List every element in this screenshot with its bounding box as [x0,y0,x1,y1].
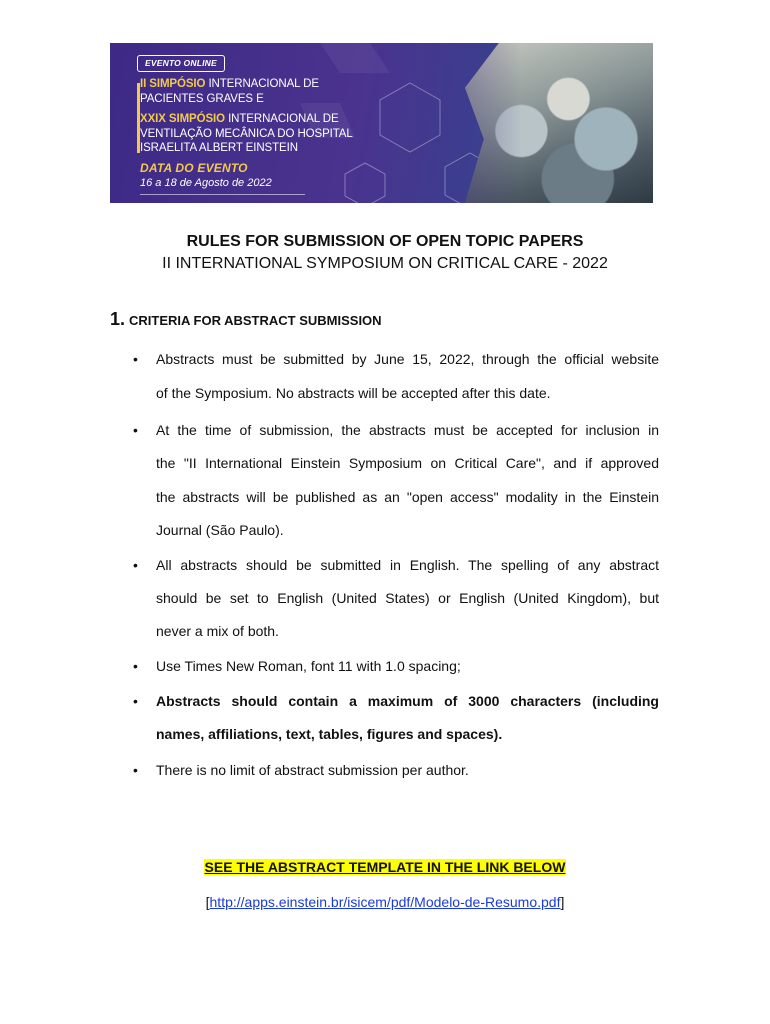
banner-line-1 [140,78,319,91]
bullet-dot: • [133,693,138,709]
section-heading [110,309,382,330]
banner-highlight-1: II SIMPÓSIO [140,78,206,90]
bullet-1-line-2: of the Symposium. No abstracts will be accepted after this date. [156,385,551,401]
bullet-dot: • [133,658,138,674]
section-title: CRITERIA FOR ABSTRACT SUBMISSION [129,313,382,328]
bullet-2-line-4: Journal (São Paulo). [156,522,284,538]
banner-line-1-rest: INTERNACIONAL DE [205,78,319,90]
bullet-5-line-2: names, affiliations, text, tables, figures and spaces). [156,726,503,742]
event-date-heading: DATA DO EVENTO [140,161,248,175]
banner-line-4: VENTILAÇÃO MECÂNICA DO HOSPITAL [140,128,353,140]
template-notice-text: SEE THE ABSTRACT TEMPLATE IN THE LINK BELOW [204,859,566,875]
event-date: 16 a 18 de Agosto de 2022 [140,177,272,189]
bullet-dot: • [133,762,138,778]
bullet-3-line-1: All abstracts should be submitted in English. The spelling of any abstract [156,557,659,573]
bullet-dot: • [133,557,138,573]
banner-line-5: ISRAELITA ALBERT EINSTEIN [140,142,298,154]
bullet-1-line-1: Abstracts must be submitted by June 15, 2022, through the official website [156,351,659,367]
bullet-5-line-1: Abstracts should contain a maximum of 3000 characters (including [156,693,659,709]
bullet-2-line-2: the "II International Einstein Symposium on Critical Care", and if approved [156,455,659,471]
section-number: 1. [110,309,126,329]
bullet-3-line-2: should be set to English (United States) or English (United Kingdom), but [156,590,659,606]
template-link-line [0,894,770,910]
document-subtitle: II INTERNATIONAL SYMPOSIUM ON CRITICAL CARE - 2022 [162,255,608,272]
banner-divider [140,194,305,195]
event-badge: EVENTO ONLINE [137,55,225,72]
icu-photo [465,43,653,203]
bullet-2-line-1: At the time of submission, the abstracts must be accepted for inclusion in [156,422,659,438]
banner-line-3 [140,113,339,126]
event-banner [110,43,653,203]
bullet-6-line-1: There is no limit of abstract submission per author. [156,762,469,778]
banner-line-3-rest: INTERNACIONAL DE [224,113,339,125]
document-title: RULES FOR SUBMISSION OF OPEN TOPIC PAPERS [186,233,584,250]
bullet-2-line-3: the abstracts will be published as an "open access" modality in the Einstein [156,489,659,505]
template-notice [0,859,770,877]
link-close-bracket: ] [560,894,565,910]
bullet-dot: • [133,422,138,438]
link-open-bracket: [ [205,894,210,910]
banner-line-2: PACIENTES GRAVES E [140,93,264,105]
template-link[interactable]: http://apps.einstein.br/isicem/pdf/Modelo-de-Resumo.pdf [209,894,561,910]
bullet-dot: • [133,351,138,367]
bullet-4-line-1: Use Times New Roman, font 11 with 1.0 spacing; [156,658,461,674]
banner-highlight-2: XXIX SIMPÓSIO [140,113,225,125]
bullet-3-line-3: never a mix of both. [156,623,279,639]
